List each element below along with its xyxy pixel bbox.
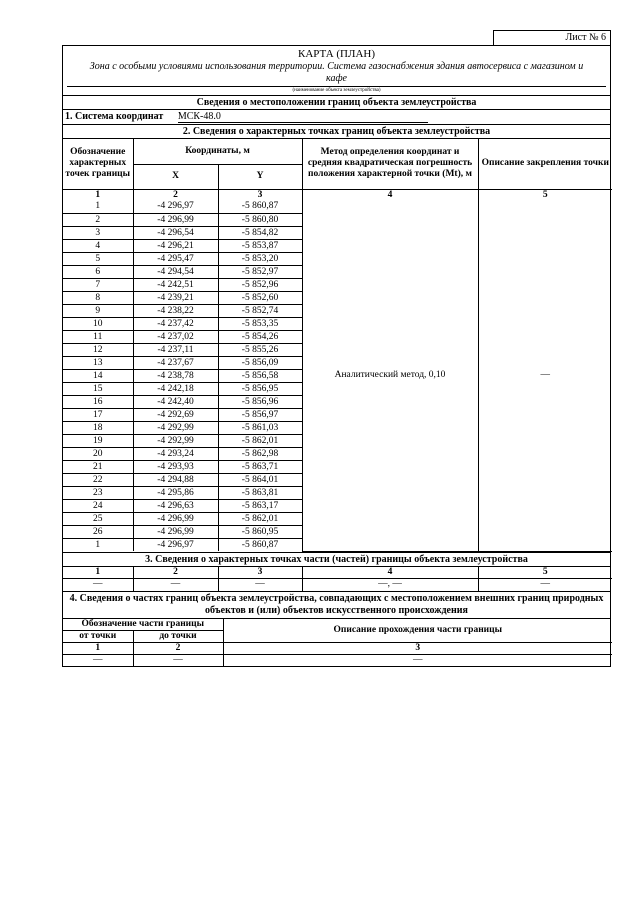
- y-coordinate-cell: -5 861,03: [218, 421, 302, 434]
- document-frame: [62, 45, 611, 667]
- y-coordinate-cell: -5 856,09: [218, 356, 302, 369]
- x-coordinate-cell: -4 238,78: [133, 369, 218, 382]
- x-coordinate-cell: -4 242,40: [133, 395, 218, 408]
- x-coordinate-cell: -4 237,67: [133, 356, 218, 369]
- x-coordinate-cell: -4 296,99: [133, 213, 218, 226]
- y-coordinate-cell: -5 852,96: [218, 278, 302, 291]
- y-coordinate-cell: -5 854,26: [218, 330, 302, 343]
- section4-table-wrap: [63, 619, 610, 667]
- sheet-number: Лист № 6: [493, 30, 611, 45]
- x-coordinate-cell: -4 237,42: [133, 317, 218, 330]
- x-coordinate-cell: -4 294,88: [133, 473, 218, 486]
- y-coordinate-cell: -5 860,87: [218, 200, 302, 213]
- y-coordinate-cell: -5 856,97: [218, 408, 302, 421]
- point-number-cell: 6: [63, 265, 133, 278]
- x-coordinate-cell: -4 296,99: [133, 512, 218, 525]
- point-number-cell: 14: [63, 369, 133, 382]
- fixing-cell: —: [478, 200, 612, 551]
- x-coordinate-cell: -4 292,69: [133, 408, 218, 421]
- y-coordinate-cell: -5 862,01: [218, 434, 302, 447]
- y-coordinate-cell: -5 852,74: [218, 304, 302, 317]
- point-number-cell: 21: [63, 460, 133, 473]
- section4-table: [63, 619, 612, 667]
- point-number-cell: 18: [63, 421, 133, 434]
- y-coordinate-cell: -5 856,58: [218, 369, 302, 382]
- table-cell: —: [63, 579, 133, 591]
- points-table: [63, 139, 612, 552]
- x-coordinate-cell: -4 296,54: [133, 226, 218, 239]
- x-coordinate-cell: -4 296,21: [133, 239, 218, 252]
- y-coordinate-cell: -5 852,60: [218, 291, 302, 304]
- point-number-cell: 25: [63, 512, 133, 525]
- points-body: [63, 200, 612, 551]
- part-header: Обозначение части границы: [63, 619, 223, 631]
- point-number-cell: 4: [63, 239, 133, 252]
- x-coordinate-cell: -4 295,86: [133, 486, 218, 499]
- section2-title: 2. Сведения о характерных точках границ объекта землеустройства: [63, 125, 610, 139]
- section3-table: [63, 567, 612, 591]
- y-coordinate-cell: -5 863,81: [218, 486, 302, 499]
- y-coordinate-cell: -5 864,01: [218, 473, 302, 486]
- point-number-cell: 26: [63, 525, 133, 538]
- x-coordinate-cell: -4 242,51: [133, 278, 218, 291]
- point-number-cell: 9: [63, 304, 133, 317]
- coord-system-label: 1. Система координат: [65, 111, 164, 122]
- col-number: 1: [63, 189, 133, 200]
- col-number: 2: [133, 642, 223, 654]
- point-number-cell: 2: [63, 213, 133, 226]
- x-coordinate-cell: -4 237,02: [133, 330, 218, 343]
- col-number: 1: [63, 567, 133, 579]
- point-number-cell: 15: [63, 382, 133, 395]
- col-number: 4: [302, 567, 478, 579]
- x-coordinate-cell: -4 292,99: [133, 434, 218, 447]
- point-number-cell: 17: [63, 408, 133, 421]
- col-number: 2: [133, 189, 218, 200]
- point-number-cell: 3: [63, 226, 133, 239]
- coords-header: Координаты, м: [133, 139, 302, 164]
- point-number-cell: 7: [63, 278, 133, 291]
- zone-name: Зона с особыми условиями использования территории. Система газоснабжения здания автосервиса с магазином и кафе: [67, 61, 606, 87]
- x-header: X: [133, 164, 218, 189]
- y-header: Y: [218, 164, 302, 189]
- point-number-cell: 19: [63, 434, 133, 447]
- col-number: 5: [478, 189, 612, 200]
- y-coordinate-cell: -5 853,35: [218, 317, 302, 330]
- x-coordinate-cell: -4 294,54: [133, 265, 218, 278]
- coord-system-value: МСК-48.0: [178, 111, 428, 123]
- y-coordinate-cell: -5 856,96: [218, 395, 302, 408]
- description-header: Описание прохождения части границы: [223, 619, 612, 643]
- table-cell: —: [223, 654, 612, 666]
- point-header: Обозначение характерных точек границы: [63, 139, 133, 189]
- point-number-cell: 22: [63, 473, 133, 486]
- point-number-cell: 13: [63, 356, 133, 369]
- zone-caption: (наименование объекта землеустройства): [292, 88, 381, 93]
- point-number-cell: 12: [63, 343, 133, 356]
- table-cell: —: [63, 654, 133, 666]
- x-coordinate-cell: -4 292,99: [133, 421, 218, 434]
- x-coordinate-cell: -4 296,97: [133, 200, 218, 213]
- x-coordinate-cell: -4 295,47: [133, 252, 218, 265]
- method-header: Метод определения координат и средняя квадратическая погрешность положения характерной точки (Mt), м: [302, 139, 478, 189]
- section3-title: 3. Сведения о характерных точках части (частей) границы объекта землеустройства: [63, 553, 610, 567]
- y-coordinate-cell: -5 863,71: [218, 460, 302, 473]
- x-coordinate-cell: -4 296,63: [133, 499, 218, 512]
- point-number-cell: 8: [63, 291, 133, 304]
- document-header: [63, 46, 610, 96]
- table-row: [63, 200, 612, 213]
- points-table-wrap: [63, 139, 610, 553]
- y-coordinate-cell: -5 860,87: [218, 538, 302, 551]
- y-coordinate-cell: -5 856,95: [218, 382, 302, 395]
- fixing-header: Описание закрепления точки: [478, 139, 612, 189]
- x-coordinate-cell: -4 296,97: [133, 538, 218, 551]
- point-number-cell: 1: [63, 200, 133, 213]
- y-coordinate-cell: -5 853,20: [218, 252, 302, 265]
- y-coordinate-cell: -5 852,97: [218, 265, 302, 278]
- col-number: 3: [218, 189, 302, 200]
- table-cell: —: [133, 579, 218, 591]
- table-cell: —: [478, 579, 612, 591]
- to-header: до точки: [133, 630, 223, 642]
- y-coordinate-cell: -5 862,98: [218, 447, 302, 460]
- point-number-cell: 1: [63, 538, 133, 551]
- x-coordinate-cell: -4 238,22: [133, 304, 218, 317]
- col-number: 2: [133, 567, 218, 579]
- y-coordinate-cell: -5 855,26: [218, 343, 302, 356]
- col-number: 4: [302, 189, 478, 200]
- x-coordinate-cell: -4 239,21: [133, 291, 218, 304]
- point-number-cell: 11: [63, 330, 133, 343]
- y-coordinate-cell: -5 854,82: [218, 226, 302, 239]
- x-coordinate-cell: -4 237,11: [133, 343, 218, 356]
- col-number: 1: [63, 642, 133, 654]
- y-coordinate-cell: -5 860,80: [218, 213, 302, 226]
- table-cell: —, —: [302, 579, 478, 591]
- y-coordinate-cell: -5 860,95: [218, 525, 302, 538]
- point-number-cell: 20: [63, 447, 133, 460]
- x-coordinate-cell: -4 293,24: [133, 447, 218, 460]
- point-number-cell: 24: [63, 499, 133, 512]
- location-title: Сведения о местоположении границ объекта землеустройства: [63, 96, 610, 110]
- method-cell: Аналитический метод, 0,10: [302, 200, 478, 551]
- col-number: 5: [478, 567, 612, 579]
- y-coordinate-cell: -5 853,87: [218, 239, 302, 252]
- point-number-cell: 23: [63, 486, 133, 499]
- table-cell: —: [218, 579, 302, 591]
- point-number-cell: 5: [63, 252, 133, 265]
- x-coordinate-cell: -4 293,93: [133, 460, 218, 473]
- coord-system-row: [63, 110, 610, 125]
- table-cell: —: [133, 654, 223, 666]
- x-coordinate-cell: -4 296,99: [133, 525, 218, 538]
- col-number: 3: [218, 567, 302, 579]
- section3-table-wrap: [63, 567, 610, 592]
- from-header: от точки: [63, 630, 133, 642]
- point-number-cell: 10: [63, 317, 133, 330]
- point-number-cell: 16: [63, 395, 133, 408]
- x-coordinate-cell: -4 242,18: [133, 382, 218, 395]
- y-coordinate-cell: -5 862,01: [218, 512, 302, 525]
- map-title: КАРТА (ПЛАН): [297, 48, 376, 60]
- col-number: 3: [223, 642, 612, 654]
- y-coordinate-cell: -5 863,17: [218, 499, 302, 512]
- section4-title: 4. Сведения о частях границ объекта землеустройства, совпадающих с местоположением внешних границ природных объектов и (или) объектов искусственного происхождения: [63, 592, 610, 619]
